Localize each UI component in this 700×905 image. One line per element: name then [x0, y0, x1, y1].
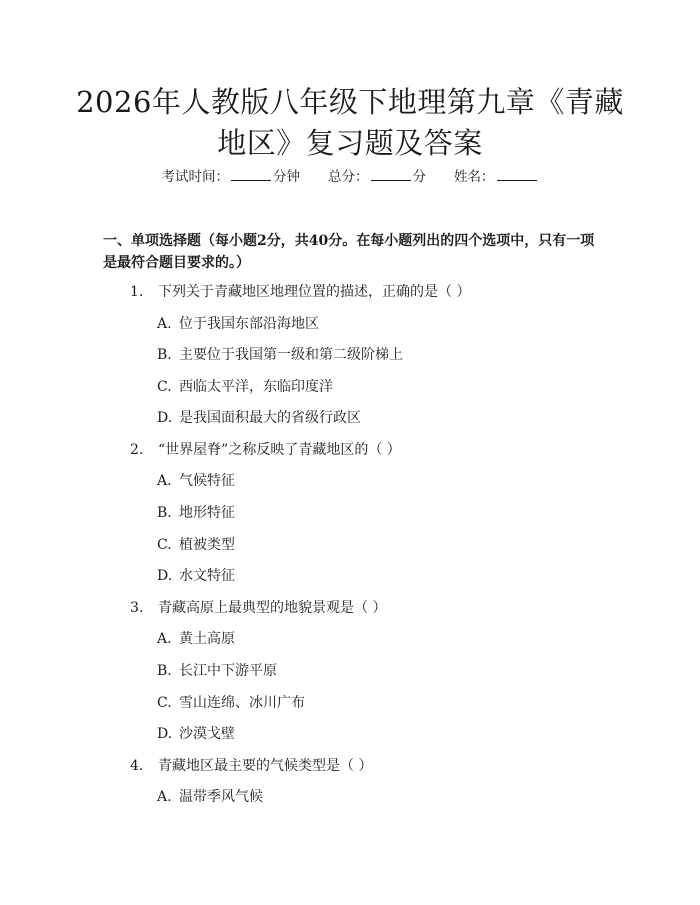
option-1b: [157, 346, 403, 364]
option-letter: B.: [157, 505, 172, 521]
option-text: 主要位于我国第一级和第二级阶梯上: [179, 347, 403, 363]
option-2d: [157, 567, 235, 585]
option-text: 黄土高原: [179, 631, 235, 647]
option-letter: D.: [157, 410, 173, 426]
option-4a: [157, 788, 263, 806]
option-text: 温带季风气候: [179, 789, 263, 805]
question-4: [130, 757, 372, 775]
option-1c: [157, 378, 333, 396]
option-text: 位于我国东部沿海地区: [179, 316, 319, 332]
option-letter: A.: [157, 316, 172, 332]
time-label: 考试时间：: [161, 169, 229, 185]
option-text: 西临太平洋，东临印度洋: [179, 379, 333, 395]
question-text: 青藏高原上最典型的地貌景观是（ ）: [158, 600, 387, 616]
option-1a: [157, 315, 319, 333]
option-text: 水文特征: [179, 568, 235, 584]
option-letter: D.: [157, 726, 173, 742]
option-letter: B.: [157, 663, 172, 679]
option-text: 沙漠戈壁: [179, 726, 235, 742]
option-2a: [157, 472, 235, 490]
option-letter: C.: [157, 379, 172, 395]
question-text: “世界屋脊”之称反映了青藏地区的（ ）: [158, 442, 401, 458]
option-3b: [157, 662, 277, 680]
option-letter: A.: [157, 473, 172, 489]
section-heading: 一、单项选择题（每小题2分，共40分。在每小题列出的四个选项中，只有一项是最符合题目要求的。）: [103, 233, 595, 271]
score-label: 总分：: [328, 169, 369, 185]
score-unit: 分: [412, 169, 426, 185]
time-unit: 分钟: [273, 169, 300, 185]
option-letter: C.: [157, 537, 172, 553]
name-blank: [497, 168, 537, 181]
option-text: 地形特征: [179, 505, 235, 521]
option-letter: D.: [157, 568, 173, 584]
option-text: 长江中下游平原: [179, 663, 277, 679]
question-number: 1.: [130, 284, 144, 300]
time-blank: [231, 168, 271, 181]
exam-info-line: [0, 168, 700, 186]
option-text: 植被类型: [179, 537, 235, 553]
question-text: 下列关于青藏地区地理位置的描述，正确的是（ ）: [158, 284, 471, 300]
question-number: 3.: [130, 600, 144, 616]
option-3d: [157, 725, 235, 743]
option-text: 气候特征: [179, 473, 235, 489]
option-1d: [157, 409, 361, 427]
option-3a: [157, 630, 235, 648]
question-2: [130, 441, 401, 459]
name-label: 姓名：: [454, 169, 495, 185]
option-letter: C.: [157, 695, 172, 711]
option-letter: A.: [157, 631, 172, 647]
question-3: [130, 599, 386, 617]
option-2b: [157, 504, 235, 522]
option-text: 是我国面积最大的省级行政区: [179, 410, 361, 426]
option-letter: B.: [157, 347, 172, 363]
score-blank: [371, 168, 411, 181]
option-letter: A.: [157, 789, 172, 805]
page-title: 2026年人教版八年级下地理第九章《青藏地区》复习题及答案: [76, 85, 624, 160]
option-3c: [157, 694, 305, 712]
question-number: 4.: [130, 758, 144, 774]
question-text: 青藏地区最主要的气候类型是（ ）: [158, 758, 373, 774]
option-2c: [157, 536, 235, 554]
question-number: 2.: [130, 442, 144, 458]
question-1: [130, 283, 470, 301]
option-text: 雪山连绵、冰川广布: [179, 695, 305, 711]
